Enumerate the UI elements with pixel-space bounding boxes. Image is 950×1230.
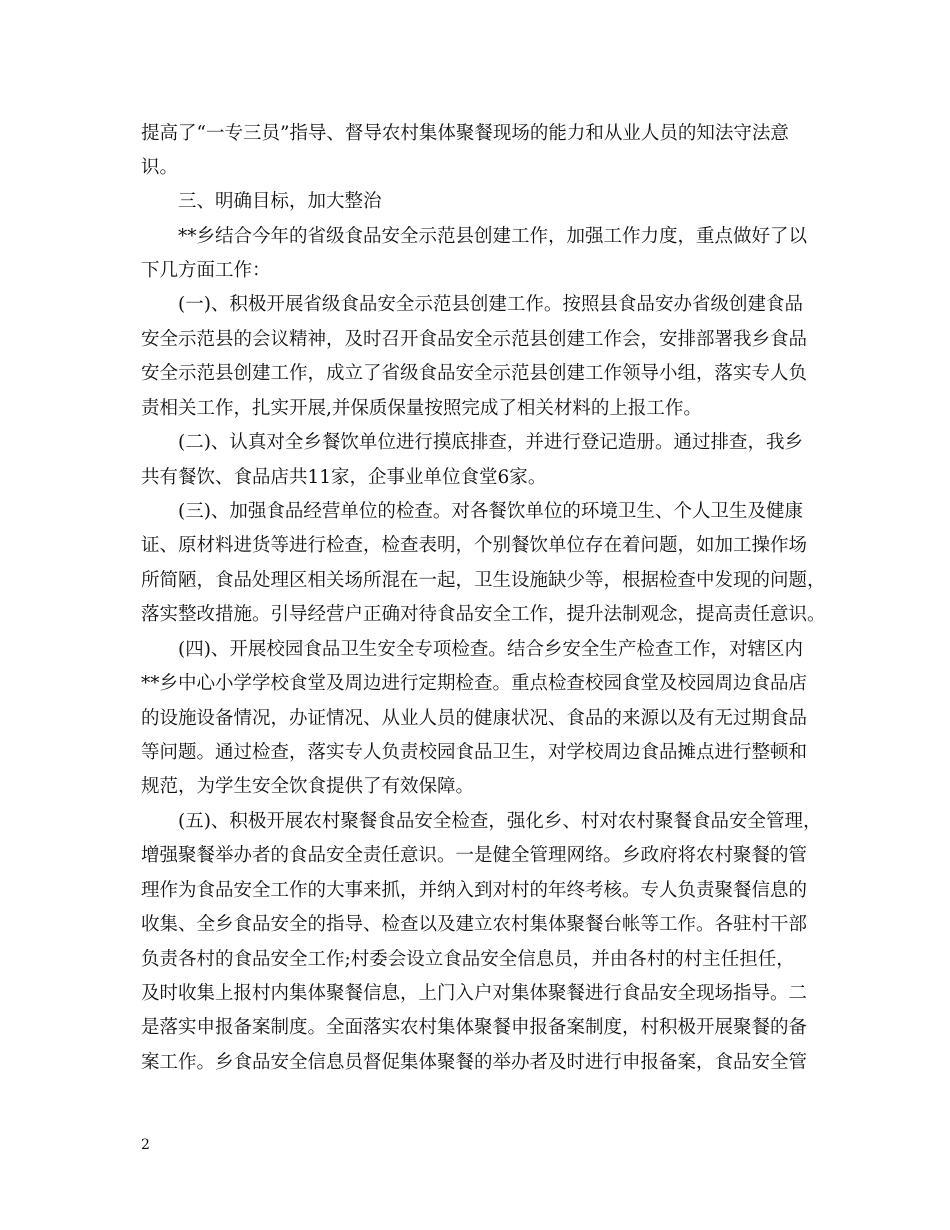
text-line: 下几方面工作： — [141, 260, 271, 281]
text-line: 规范，为学生安全饮食提供了有效保障。 — [141, 776, 475, 797]
text-line: (四)、开展校园食品卫生安全专项检查。结合乡安全生产检查工作，对辖区内 — [141, 639, 803, 660]
text-line: 识。 — [141, 157, 179, 178]
text-line: 理作为食品安全工作的大事来抓，并纳入到对村的年终考核。专人负责聚餐信息的 — [141, 880, 808, 901]
text-line: 增强聚餐举办者的食品安全责任意识。一是健全管理网络。乡政府将农村聚餐的管 — [141, 845, 808, 866]
text-line: 落实整改措施。引导经营户正确对待食品安全工作，提升法制观念，提高责任意识。 — [141, 604, 826, 625]
section-heading: 三、明确目标，加大整治 — [141, 191, 382, 212]
text-line: **乡结合今年的省级食品安全示范县创建工作，加强工作力度，重点做好了以 — [141, 226, 808, 247]
text-line: 收集、全乡食品安全的指导、检查以及建立农村集体聚餐台帐等工作。各驻村干部 — [141, 914, 808, 935]
text-line: (二)、认真对全乡餐饮单位进行摸底排查，并进行登记造册。通过排查，我乡 — [141, 432, 803, 453]
text-line: 安全示范县的会议精神，及时召开食品安全示范县创建工作会，安排部署我乡食品 — [141, 329, 808, 350]
page-number: 2 — [141, 1137, 150, 1153]
text-line: **乡中心小学学校食堂及周边进行定期检查。重点检查校园食堂及校园周边食品店 — [141, 673, 808, 694]
text-line: 安全示范县创建工作，成立了省级食品安全示范县创建工作领导小组，落实专人负 — [141, 363, 808, 384]
text-line: (一)、积极开展省级食品安全示范县创建工作。按照县食品安办省级创建食品 — [141, 294, 803, 315]
text-line: 等问题。通过检查，落实专人负责校园食品卫生，对学校周边食品摊点进行整顿和 — [141, 742, 808, 763]
text-line: 证、原材料进货等进行检查，检查表明，个别餐饮单位存在着问题，如加工操作场 — [141, 535, 808, 556]
text-line: 及时收集上报村内集体聚餐信息，上门入户对集体聚餐进行食品安全现场指导。二 — [141, 983, 808, 1004]
text-line: 所简陋，食品处理区相关场所混在一起，卫生设施缺少等，根据检查中发现的问题， — [141, 570, 826, 591]
text-line: 提高了“一专三员”指导、督导农村集体聚餐现场的能力和从业人员的知法守法意 — [141, 123, 789, 144]
text-line: (五)、积极开展农村聚餐食品安全检查，强化乡、村对农村聚餐食品安全管理， — [141, 811, 822, 832]
text-line: 的设施设备情况，办证情况、从业人员的健康状况、食品的来源以及有无过期食品 — [141, 708, 808, 729]
text-line: 负责各村的食品安全工作;村委会设立食品安全信息员，并由各村的村主任担任， — [141, 949, 795, 970]
text-line: 案工作。乡食品安全信息员督促集体聚餐的举办者及时进行申报备案，食品安全管 — [141, 1052, 808, 1073]
text-line: 是落实申报备案制度。全面落实农村集体聚餐申报备案制度，村积极开展聚餐的备 — [141, 1017, 808, 1038]
text-line: (三)、加强食品经营单位的检查。对各餐饮单位的环境卫生、个人卫生及健康 — [141, 501, 803, 522]
text-line: 责相关工作，扎实开展,并保质保量按照完成了相关材料的上报工作。 — [141, 398, 702, 419]
text-line: 共有餐饮、食品店共11家，企事业单位食堂6家。 — [141, 467, 547, 488]
